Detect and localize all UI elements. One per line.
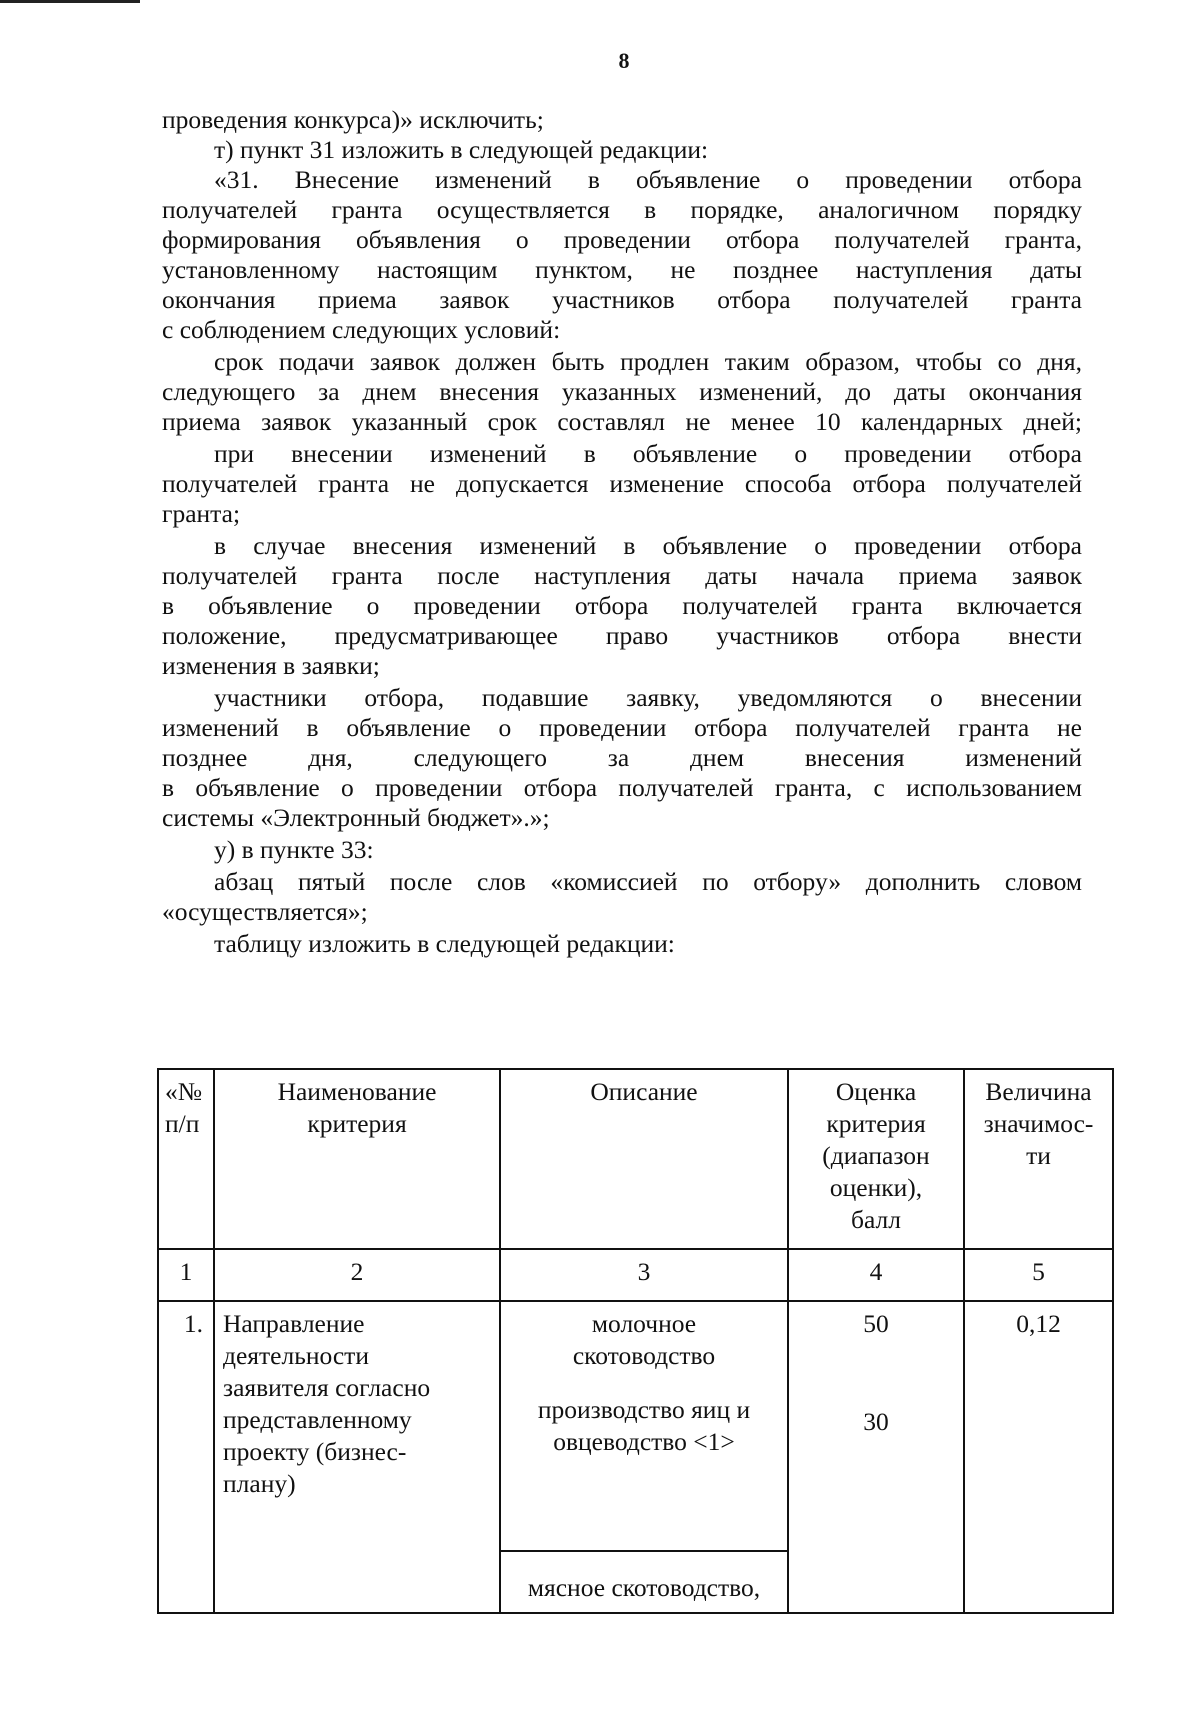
description-item: производство яиц и овцеводство <1> [537,1395,751,1456]
text-line: т) пункт 31 изложить в следующей редакции: [214,135,709,164]
text-line: следующего за днем внесения указанных изменений, до даты окончания [162,377,1082,406]
text-line: изменения в заявки; [162,651,380,680]
scan-edge-mark [0,0,140,3]
description-item: молочное скотоводство [572,1309,716,1370]
score-value: 50 [863,1309,889,1338]
header-cell-weight: Величина значимос- ти [964,1069,1113,1249]
header-cell-description: Описание [500,1069,788,1249]
text-line: абзац пятый после слов «комиссией по отбору» дополнить словом [214,867,1082,896]
column-number: 4 [788,1249,964,1301]
text-line: формирования объявления о проведении отбора получателей гранта, [162,225,1082,254]
text-line: «осуществляется»; [162,897,368,926]
text-line: участники отбора, подавшие заявку, уведомляются о внесении [214,683,1082,712]
text-line: таблицу изложить в следующей редакции: [214,929,675,958]
table-row [158,1301,1113,1613]
text-line: срок подачи заявок должен быть продлен таким образом, чтобы со дня, [214,347,1082,376]
header-cell-criterion: Наименование критерия [214,1069,500,1249]
criterion-name: Направление деятельности заявителя согласно представленному проекту (бизнес- плану) [214,1301,500,1613]
header-cell-number: «№ п/п [158,1069,214,1249]
text-line: гранта; [162,499,241,528]
criterion-descriptions [500,1301,788,1613]
text-line: в случае внесения изменений в объявление о проведении отбора [214,531,1082,560]
text-line: получателей гранта не допускается изменение способа отбора получателей [162,469,1082,498]
text-line: в объявление о проведении отбора получателей гранта, с использованием [162,773,1082,802]
criterion-scores [788,1301,964,1613]
text-line: получателей гранта после наступления даты начала приема заявок [162,561,1082,590]
text-line: в объявление о проведении отбора получателей гранта включается [162,591,1082,620]
column-number: 1 [158,1249,214,1301]
column-number: 5 [964,1249,1113,1301]
row-number: 1. [158,1301,214,1613]
table-header-row [158,1069,1113,1249]
criterion-weight: 0,12 [964,1301,1113,1613]
page-number: 8 [618,48,630,73]
text-line: проведения конкурса)» исключить; [162,105,544,134]
score-value: 30 [863,1407,889,1436]
text-line: с соблюдением следующих условий: [162,315,561,344]
text-line: у) в пункте 33: [214,835,374,864]
description-item-continued: мясное скотоводство, [501,1550,787,1612]
text-line: системы «Электронный бюджет».»; [162,803,550,832]
text-line: получателей гранта осуществляется в порядке, аналогичном порядку [162,195,1082,224]
text-line: позднее дня, следующего за днем внесения изменений [162,743,1082,772]
column-number: 3 [500,1249,788,1301]
column-number: 2 [214,1249,500,1301]
text-line: установленному настоящим пунктом, не позднее наступления даты [162,255,1082,284]
criteria-table [157,1068,1114,1614]
text-line: приема заявок указанный срок составлял не менее 10 календарных дней; [162,407,1082,436]
text-line: окончания приема заявок участников отбора получателей гранта [162,285,1082,314]
text-line: при внесении изменений в объявление о проведении отбора [214,439,1082,468]
text-line: положение, предусматривающее право участников отбора внести [162,621,1082,650]
text-line: «31. Внесение изменений в объявление о проведении отбора [214,165,1082,194]
header-cell-score: Оценка критерия (диапазон оценки), балл [788,1069,964,1249]
text-line: изменений в объявление о проведении отбора получателей гранта не [162,713,1082,742]
table-numbering-row [158,1249,1113,1301]
